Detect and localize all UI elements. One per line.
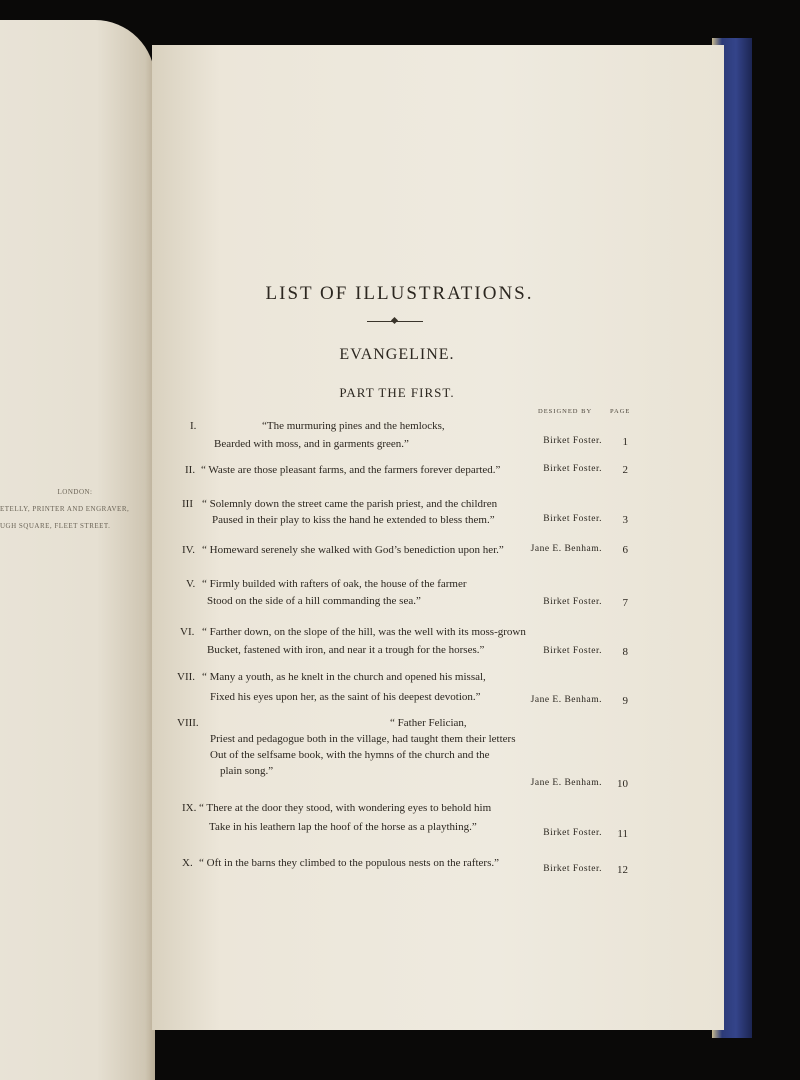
entry-designer: Jane E. Benham.	[530, 544, 602, 554]
entry-page-number: 11	[617, 828, 628, 840]
entry-designer: Birket Foster.	[543, 597, 602, 607]
entry-quote-line: “The murmuring pines and the hemlocks,	[262, 420, 445, 432]
entry-number: III	[182, 498, 193, 510]
entry-number: IX.	[182, 802, 197, 814]
entry-quote-line: “ Firmly builded with rafters of oak, the house of the farmer	[202, 578, 467, 590]
entry-quote-line: “ Many a youth, as he knelt in the church and opened his missal,	[202, 671, 486, 683]
imprint-line: LONDON:	[57, 488, 93, 496]
right-page	[152, 45, 724, 1030]
entry-designer: Birket Foster.	[543, 864, 602, 874]
entry-quote-line: plain song.”	[220, 765, 274, 777]
entry-quote-line: “ Oft in the barns they climbed to the populous nests on the rafters.”	[199, 857, 499, 869]
entry-quote-line: “ Farther down, on the slope of the hill, was the well with its moss-grown	[202, 626, 526, 638]
entry-number: II.	[185, 464, 196, 476]
entry-quote-line: “ There at the door they stood, with wondering eyes to behold him	[199, 802, 492, 814]
entry-designer: Jane E. Benham.	[530, 778, 602, 788]
entry-page-number: 8	[622, 646, 628, 658]
imprint-line: ETELLY, PRINTER AND ENGRAVER,	[0, 505, 130, 513]
entry-page-number: 2	[622, 464, 628, 476]
entry-designer: Birket Foster.	[543, 436, 602, 446]
left-page	[0, 20, 155, 1080]
entry-page-number: 9	[622, 695, 628, 707]
section-title: EVANGELINE.	[339, 346, 455, 363]
entry-quote-line: Priest and pedagogue both in the village, had taught them their letters	[210, 733, 516, 745]
entry-quote-line: Bearded with moss, and in garments green.”	[214, 438, 409, 450]
entry-quote-line: “ Waste are those pleasant farms, and the farmers forever departed.”	[201, 464, 501, 476]
entry-number: X.	[182, 857, 193, 869]
entry-quote-line: Stood on the side of a hill commanding the sea.”	[207, 595, 421, 607]
entry-page-number: 3	[622, 514, 628, 526]
entry-quote-line: “ Homeward serenely she walked with God’s benediction upon her.”	[202, 544, 504, 556]
page-title: LIST OF ILLUSTRATIONS.	[265, 283, 534, 304]
part-title: PART THE FIRST.	[339, 385, 455, 400]
entry-number: VI.	[180, 626, 195, 638]
column-header-page: PAGE	[610, 408, 631, 415]
entry-quote-line: Bucket, fastened with iron, and near it a trough for the horses.”	[207, 644, 485, 656]
imprint-line: UGH SQUARE, FLEET STREET.	[0, 522, 111, 530]
entry-number: I.	[190, 420, 197, 432]
entry-page-number: 10	[617, 778, 628, 790]
entry-page-number: 6	[622, 544, 628, 556]
entry-designer: Birket Foster.	[543, 828, 602, 838]
entry-designer: Birket Foster.	[543, 646, 602, 656]
column-header-designed-by: DESIGNED BY	[538, 408, 593, 415]
entry-quote-line: “ Father Felician,	[390, 717, 467, 729]
entry-number: VIII.	[177, 717, 199, 729]
entry-number: V.	[186, 578, 196, 590]
entry-designer: Birket Foster.	[543, 514, 602, 524]
entry-quote-line: “ Solemnly down the street came the parish priest, and the children	[202, 498, 498, 510]
entry-page-number: 1	[622, 436, 628, 448]
entry-page-number: 7	[622, 597, 628, 609]
entry-number: VII.	[177, 671, 196, 683]
entry-quote-line: Take in his leathern lap the hoof of the horse as a plaything.”	[209, 821, 477, 833]
entry-quote-line: Paused in their play to kiss the hand he extended to bless them.”	[212, 514, 495, 526]
ornament-divider	[367, 321, 423, 322]
entry-page-number: 12	[617, 864, 628, 876]
entry-quote-line: Out of the selfsame book, with the hymns of the church and the	[210, 749, 490, 761]
entry-designer: Jane E. Benham.	[530, 695, 602, 705]
entry-designer: Birket Foster.	[543, 464, 602, 474]
printer-imprint	[0, 484, 150, 535]
entry-number: IV.	[182, 544, 195, 556]
entry-quote-line: Fixed his eyes upon her, as the saint of his deepest devotion.”	[210, 691, 481, 703]
